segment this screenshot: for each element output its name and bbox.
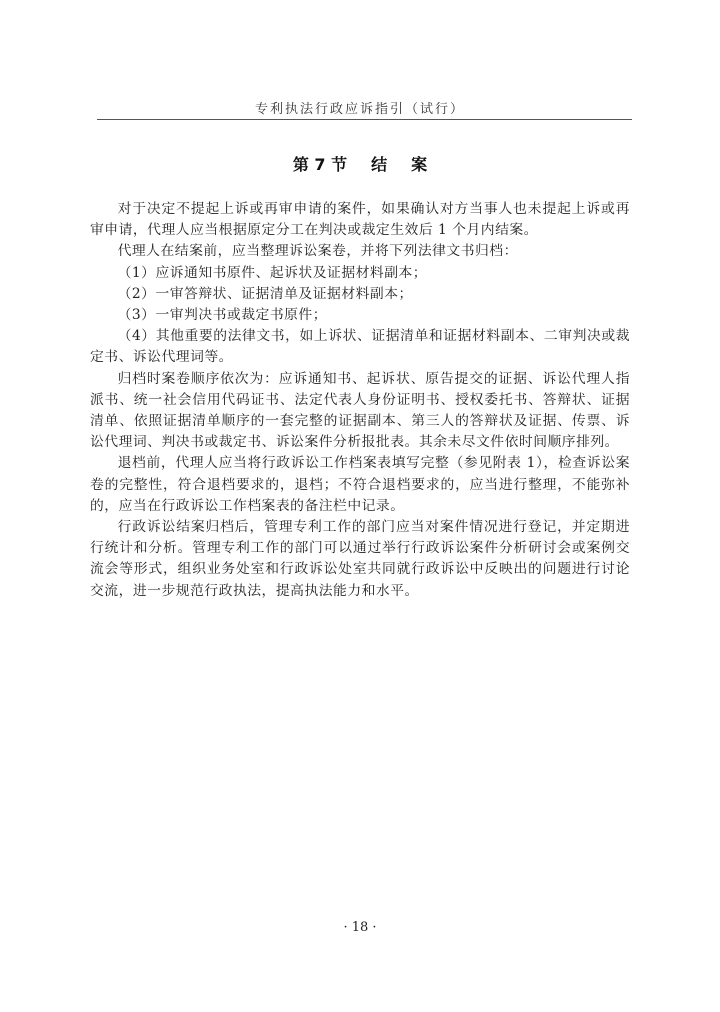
paragraph-archive-intro: 代理人在结案前，应当整理诉讼案卷，并将下列法律文书归档： — [117, 243, 518, 260]
paragraph-conclusion-condition: 对于决定不提起上诉或再审申请的案件，如果确认对方当事人也未提起上诉或再审申请，代理人应当根据原定分工在判决或裁定生效后 1 个月内结案。 — [90, 201, 630, 239]
section-number: 第 7 节 — [292, 155, 348, 174]
paragraph-return-archive: 退档前，代理人应当将行政诉讼工作档案表填写完整（参见附表 1），检查诉讼案卷的完整性，符合退档要求的，退档；不符合退档要求的，应当进行整理，不能弥补的，应当在行政诉讼工作档案表的备注栏中记录。 — [90, 455, 630, 514]
running-header: 专利执法行政应诉指引（试行） — [254, 102, 465, 117]
list-item-archive-1: （1）应诉通知书原件、起诉状及证据材料副本； — [117, 264, 428, 281]
section-heading — [0, 152, 720, 175]
body-text — [90, 199, 630, 602]
paragraph-statistics: 行政诉讼结案归档后，管理专利工作的部门应当对案件情况进行登记，并定期进行统计和分析。管理专利工作的部门可以通过举行行政诉讼案件分析研讨会或案例交流会等形式，组织业务处室和行政诉讼处室共同就行政诉讼中反映出的问题进行讨论交流，进一步规范行政执法，提高执法能力和水平。 — [90, 519, 630, 599]
list-item-archive-3: （3）一审判决书或裁定书原件； — [117, 307, 328, 324]
header-divider — [97, 119, 632, 120]
list-item-archive-4: （4）其他重要的法律文书，如上诉状、证据清单和证据材料副本、二审判决或裁定书、诉讼代理词等。 — [90, 328, 630, 366]
paragraph-archive-order: 归档时案卷顺序依次为：应诉通知书、起诉状、原告提交的证据、诉讼代理人指派书、统一社会信用代码证书、法定代表人身份证明书、授权委托书、答辩状、证据清单、依照证据清单顺序的一套完整的证据副本、第三人的答辩状及证据、传票、诉讼代理词、判决书或裁定书、诉讼案件分析报批表。其余未尽文件依时间顺序排列。 — [90, 370, 630, 451]
section-title-char-2: 案 — [411, 155, 428, 174]
page-number: · 18 · — [343, 920, 377, 935]
section-title-char-1: 结 — [371, 155, 388, 174]
list-item-archive-2: （2）一审答辩状、证据清单及证据材料副本； — [117, 285, 413, 302]
